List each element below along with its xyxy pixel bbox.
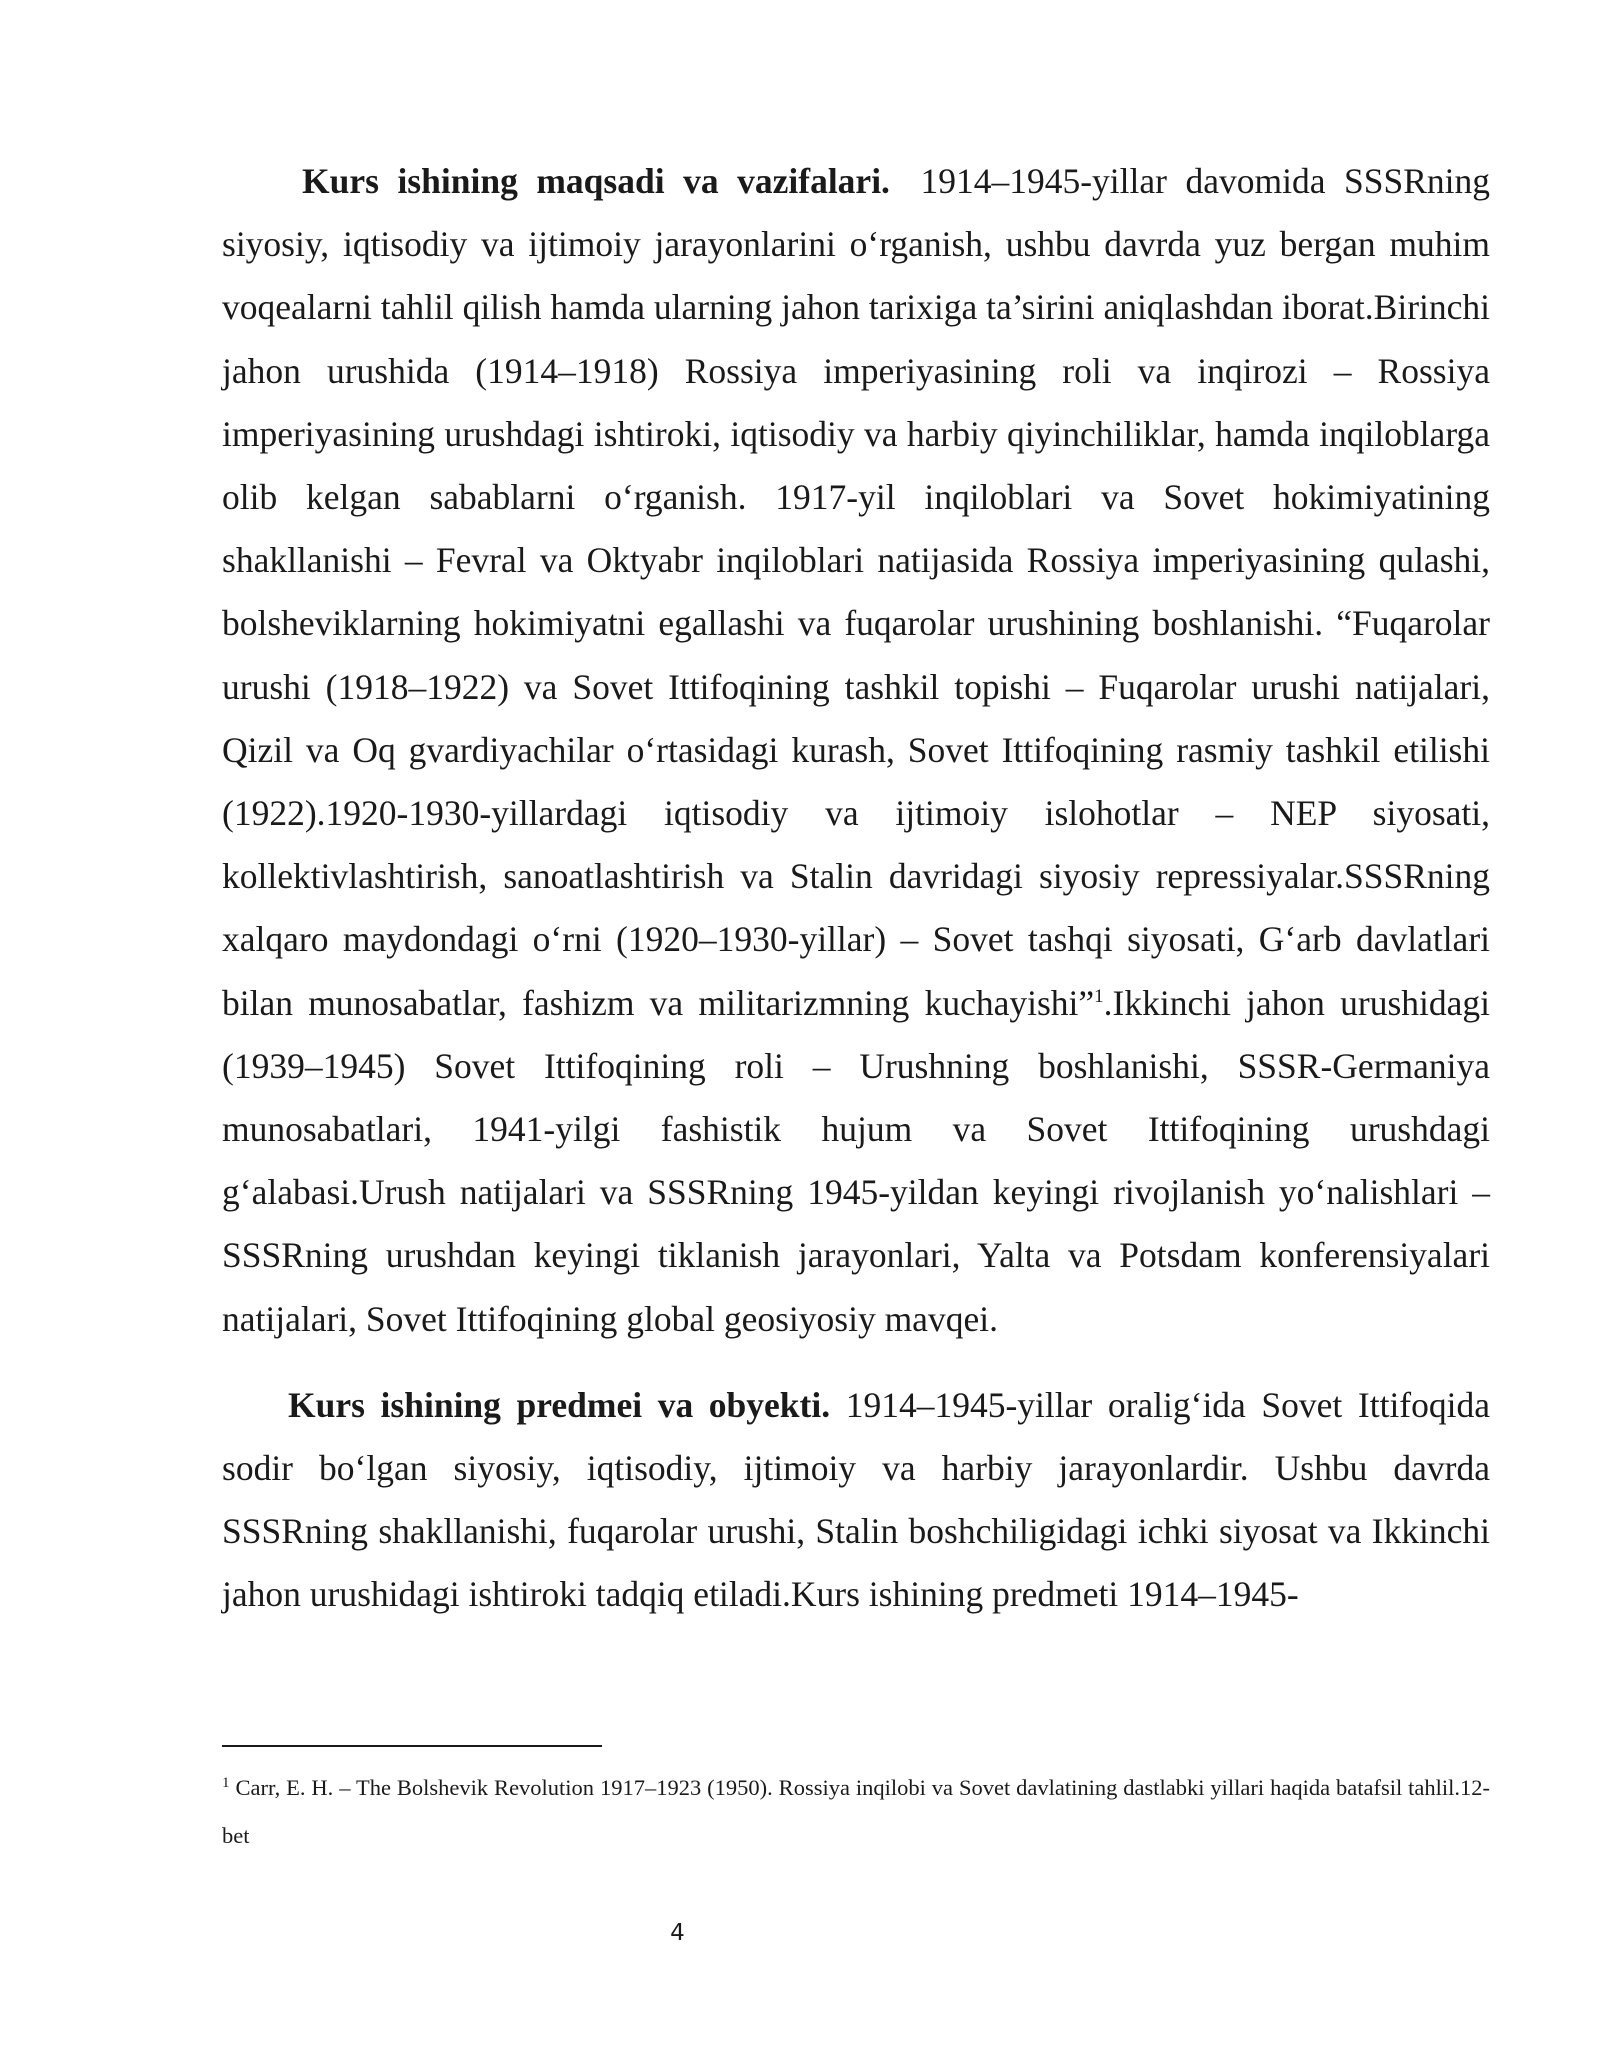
footnote-text: Carr, E. H. – The Bolshevik Revolution 1917–1923 (1950). Rossiya inqilobi va Sovet davlatining dastlabki yillari haqida batafsil tahlil.12-bet — [222, 1775, 1490, 1848]
paragraph-subject — [222, 1374, 1490, 1627]
paragraph-goals-text: 1914–1945-yillar davomida SSSRning siyosiy, iqtisodiy va ijtimoiy jarayonlarini o‘rganish, ushbu davrda yuz bergan muhim voqealarni tahlil qilish hamda ularning jahon tarixiga ta’sirini aniqlashdan iborat.Birinchi jahon urushida (1914–1918) Rossiya imperiyasining roli va inqirozi – Rossiya imperiyasining urushdagi ishtiroki, iqtisodiy va harbiy qiyinchiliklar, hamda inqiloblarga olib kelgan sabablarni o‘rganish. 1917-yil inqiloblari va Sovet hokimiyatining shakllanishi – Fevral va Oktyabr inqiloblari natijasida Rossiya imperiyasining qulashi, bolsheviklarning hokimiyatni egallashi va fuqarolar urushining boshlanishi. “Fuqarolar urushi (1918–1922) va Sovet Ittifoqining tashkil topishi – Fuqarolar urushi natijalari, Qizil va Oq gvardiyachilar o‘rtasidagi kurash, Sovet Ittifoqining rasmiy tashkil etilishi (1922).1920-1930-yillardagi iqtisodiy va ijtimoiy islohotlar – NEP siyosati, kollektivlashtirish, sanoatlashtirish va Stalin davridagi siyosiy repressiyalar.SSSRning xalqaro maydondagi o‘rni (1920–1930-yillar) – Sovet tashqi siyosati, G‘arb davlatlari bilan munosabatlar, fashizm va militarizmning kuchayishi” — [222, 161, 1491, 1023]
page-number: 4 — [670, 1920, 685, 1946]
paragraph-goals-text-cont: .Ikkinchi jahon urushidagi (1939–1945) Sovet Ittifoqining roli – Urushning boshlanishi, SSSR-Germaniya munosabatlari, 1941-yilgi fashistik hujum va Sovet Ittifoqining urushdagi g‘alabasi.Urush natijalari va SSSRning 1945-yildan keyingi rivojlanish yo‘nalishlari – SSSRning urushdan keyingi tiklanish jarayonlari, Yalta va Potsdam konferensiyalari natijalari, Sovet Ittifoqining global geosiyosiy mavqei. — [222, 982, 1490, 1339]
footnote — [222, 1764, 1490, 1860]
body-text — [222, 150, 1490, 1627]
paragraph-goals — [222, 150, 1490, 1351]
footnote-number: 1 — [222, 1774, 230, 1791]
footnote-separator — [222, 1745, 602, 1747]
paragraph-subject-text: 1914–1945-yillar oralig‘ida Sovet Ittifoqida sodir bo‘lgan siyosiy, iqtisodiy, ijtimoiy va harbiy jarayonlardir. Ushbu davrda SSSRning shakllanishi, fuqarolar urushi, Stalin boshchiligidagi ichki siyosat va Ikkinchi jahon urushidagi ishtiroki tadqiq etiladi.Kurs ishining predmeti 1914–1945- — [222, 1384, 1490, 1615]
section-heading-subject: Kurs ishining predmei va obyekti. — [288, 1384, 831, 1425]
footnote-reference[interactable]: 1 — [1094, 985, 1104, 1007]
section-heading-goals: Kurs ishining maqsadi va vazifalari. — [302, 161, 890, 201]
